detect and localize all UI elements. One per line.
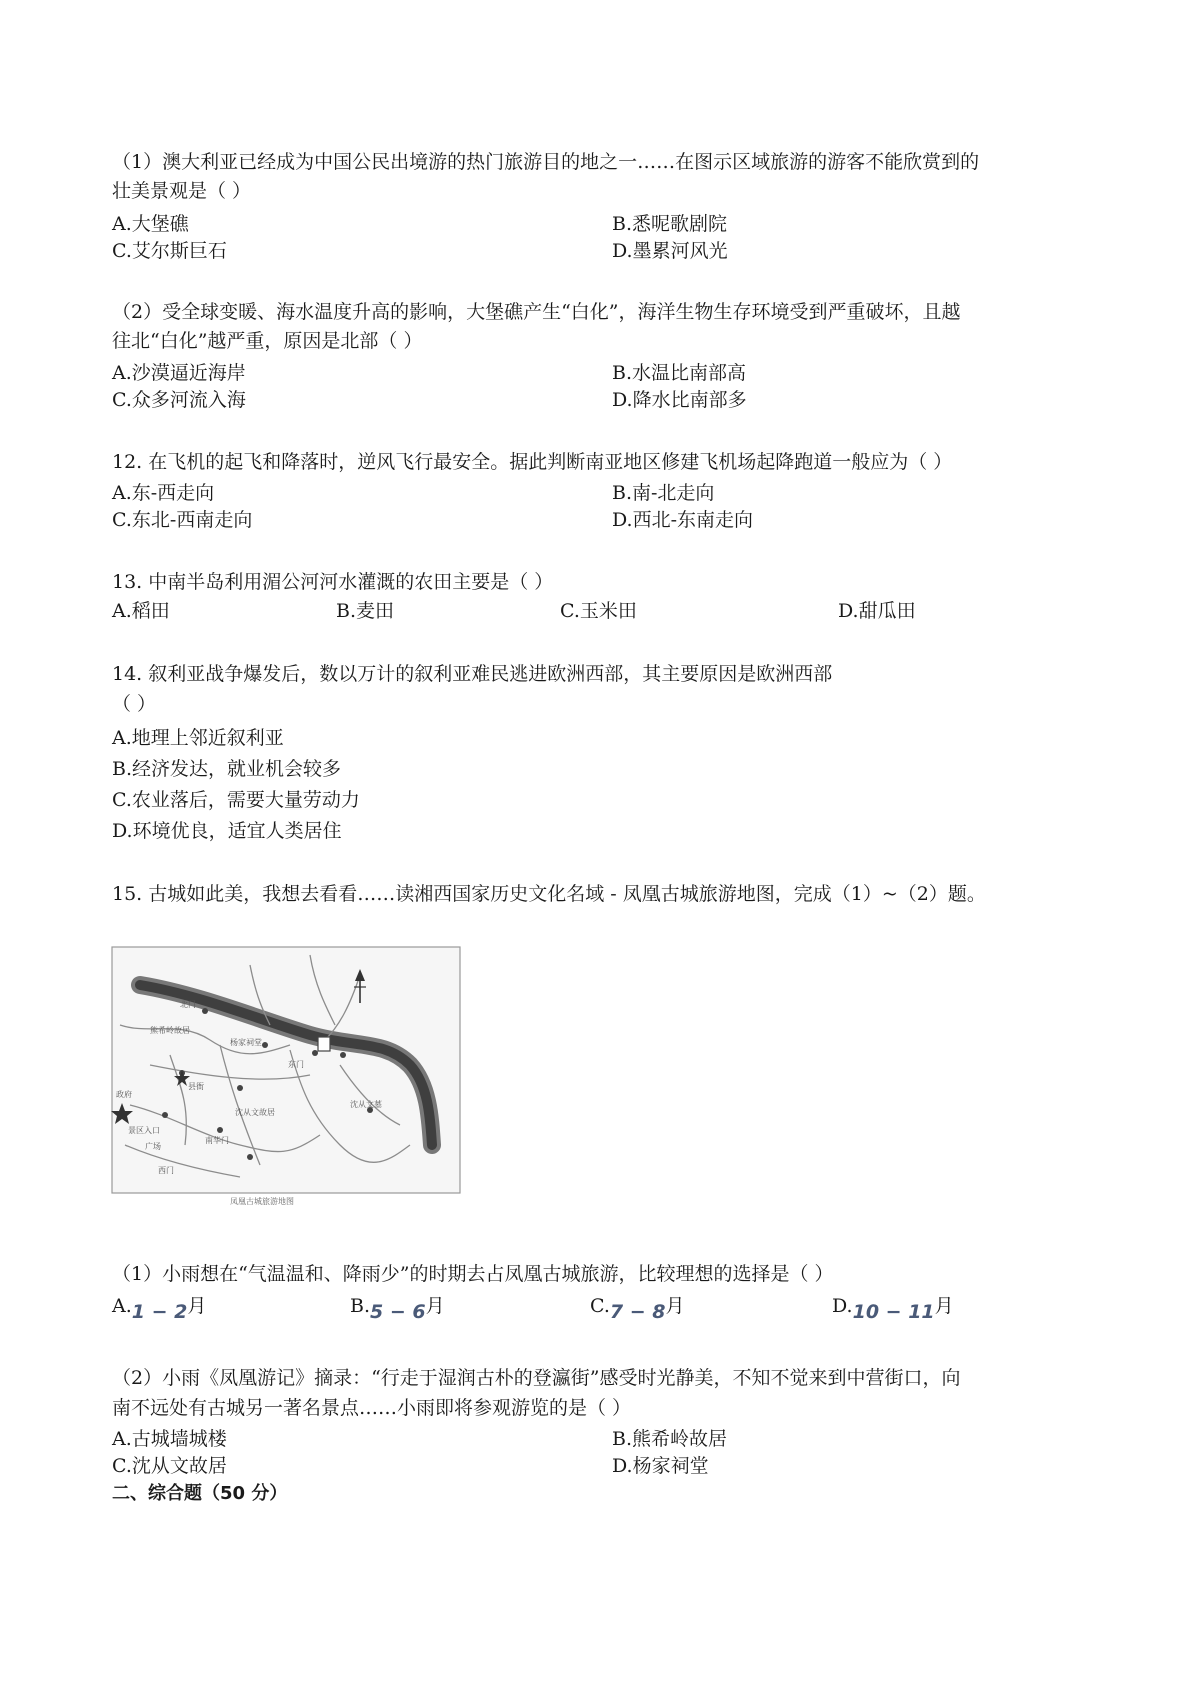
- q11-1-option-d[interactable]: D.墨累河风光: [612, 240, 728, 262]
- q15-1-option-a-range: 1 − 2: [131, 1301, 188, 1323]
- q15-1-option-a-prefix: A.: [112, 1295, 132, 1317]
- q14-option-b[interactable]: B.经济发达，就业机会较多: [112, 758, 342, 780]
- q15-2-option-c[interactable]: C.沈从文故居: [112, 1455, 227, 1477]
- q15-2-option-a[interactable]: A.古城墙城楼: [112, 1428, 227, 1450]
- q15-2-stem-line1: （2）小雨《凤凰游记》摘录：“行走于湿润古朴的登瀛街”感受时光静美，不知不觉来到中营街口，向: [112, 1367, 961, 1389]
- map-caption: 凤凰古城旅游地图: [230, 1197, 294, 1206]
- q11-2-option-c[interactable]: C.众多河流入海: [112, 389, 246, 411]
- q11-2-option-b[interactable]: B.水温比南部高: [612, 362, 747, 384]
- q15-2-option-d[interactable]: D.杨家祠堂: [612, 1455, 709, 1477]
- q13-stem: 13. 中南半岛利用湄公河河水灌溉的农田主要是（ ）: [112, 571, 554, 593]
- map-label-west-gate: 西门: [158, 1166, 174, 1175]
- fenghuang-tourist-map: [110, 945, 462, 1207]
- map-label-government: 政府: [116, 1090, 132, 1099]
- q14-stem-line2: （ ）: [112, 693, 157, 715]
- q14-option-a[interactable]: A.地理上邻近叙利亚: [112, 727, 284, 749]
- map-label-shen-congwen-tomb: 沈从文墓: [350, 1100, 382, 1109]
- q11-1-stem-line1: （1）澳大利亚已经成为中国公民出境游的热门旅游目的地之一……在图示区域旅游的游客不能欣赏到的: [112, 151, 980, 173]
- q11-1-option-a[interactable]: A.大堡礁: [112, 213, 189, 235]
- q12-option-a[interactable]: A.东-西走向: [112, 482, 215, 504]
- q15-1-option-c-prefix: C.: [590, 1295, 610, 1317]
- q15-1-option-a-suffix: 月: [187, 1295, 207, 1317]
- q15-1-option-b-range: 5 − 6: [370, 1301, 426, 1323]
- map-label-xiong-xiling-residence: 熊希岭故居: [150, 1026, 190, 1035]
- q14-option-d[interactable]: D.环境优良，适宜人类居住: [112, 820, 342, 842]
- q14-option-c[interactable]: C.农业落后，需要大量劳动力: [112, 789, 360, 811]
- q11-2-stem-line2: 往北“白化”越严重，原因是北部（ ）: [112, 330, 423, 352]
- q15-1-option-c[interactable]: [590, 1292, 685, 1326]
- map-label-county-office: 县衙: [188, 1082, 204, 1091]
- q11-2-option-d[interactable]: D.降水比南部多: [612, 389, 747, 411]
- q15-1-option-c-range: 7 − 8: [609, 1301, 666, 1323]
- q12-stem: 12. 在飞机的起飞和降落时，逆风飞行最安全。据此判断南亚地区修建飞机场起降跑道一般应为（ ）: [112, 451, 953, 473]
- q11-2-stem-line1: （2）受全球变暖、海水温度升高的影响，大堡礁产生“白化”，海洋生物生存环境受到严重破坏，且越: [112, 301, 961, 323]
- map-label-plaza: 广场: [145, 1142, 161, 1151]
- q12-option-c[interactable]: C.东北-西南走向: [112, 509, 253, 531]
- q13-option-b[interactable]: B.麦田: [336, 600, 395, 622]
- map-label-east-gate: 东门: [288, 1060, 304, 1069]
- q12-option-d[interactable]: D.西北-东南走向: [612, 509, 754, 531]
- q15-1-option-c-suffix: 月: [665, 1295, 685, 1317]
- q11-1-option-b[interactable]: B.悉呢歌剧院: [612, 213, 728, 235]
- q11-1-option-c[interactable]: C.艾尔斯巨石: [112, 240, 227, 262]
- q13-option-c[interactable]: C.玉米田: [560, 600, 637, 622]
- q15-1-option-d-prefix: D.: [832, 1295, 853, 1317]
- q15-1-stem: （1）小雨想在“气温温和、降雨少”的时期去占凤凰古城旅游，比较理想的选择是（ ）: [112, 1263, 834, 1285]
- q11-1-stem-line2: 壮美景观是（ ）: [112, 180, 252, 202]
- q13-option-a[interactable]: A.稻田: [112, 600, 170, 622]
- map-label-scenic-entrance: 景区入口: [128, 1126, 160, 1135]
- q13-option-d[interactable]: D.甜瓜田: [838, 600, 916, 622]
- map-label-yang-family-hall: 杨家祠堂: [230, 1038, 262, 1047]
- q15-1-option-d-range: 10 − 11: [852, 1301, 935, 1323]
- q15-1-option-d[interactable]: [832, 1292, 954, 1326]
- map-label-north-gate: 北门: [180, 1000, 196, 1009]
- q15-1-option-b-suffix: 月: [425, 1295, 445, 1317]
- q15-1-option-a[interactable]: [112, 1292, 206, 1326]
- map-label-shen-congwen-residence: 沈从文故居: [235, 1108, 275, 1117]
- section-heading: 二、综合题（50 分）: [112, 1483, 288, 1504]
- q15-stem: 15. 古城如此美，我想去看看……读湘西国家历史文化名域 - 凤凰古城旅游地图，完成（1）~（2）题。: [112, 883, 986, 905]
- q15-2-stem-line2: 南不远处有古城另一著名景点……小雨即将参观游览的是（ ）: [112, 1397, 632, 1419]
- q11-2-option-a[interactable]: A.沙漠逼近海岸: [112, 362, 246, 384]
- q12-option-b[interactable]: B.南-北走向: [612, 482, 715, 504]
- map-label-nanhua-gate: 南华门: [205, 1136, 229, 1145]
- q15-1-option-b[interactable]: [350, 1292, 445, 1326]
- q15-1-option-d-suffix: 月: [934, 1295, 954, 1317]
- q15-2-option-b[interactable]: B.熊希岭故居: [612, 1428, 728, 1450]
- q14-stem-line1: 14. 叙利亚战争爆发后，数以万计的叙利亚难民逃进欧洲西部，其主要原因是欧洲西部: [112, 663, 833, 685]
- q15-1-option-b-prefix: B.: [350, 1295, 371, 1317]
